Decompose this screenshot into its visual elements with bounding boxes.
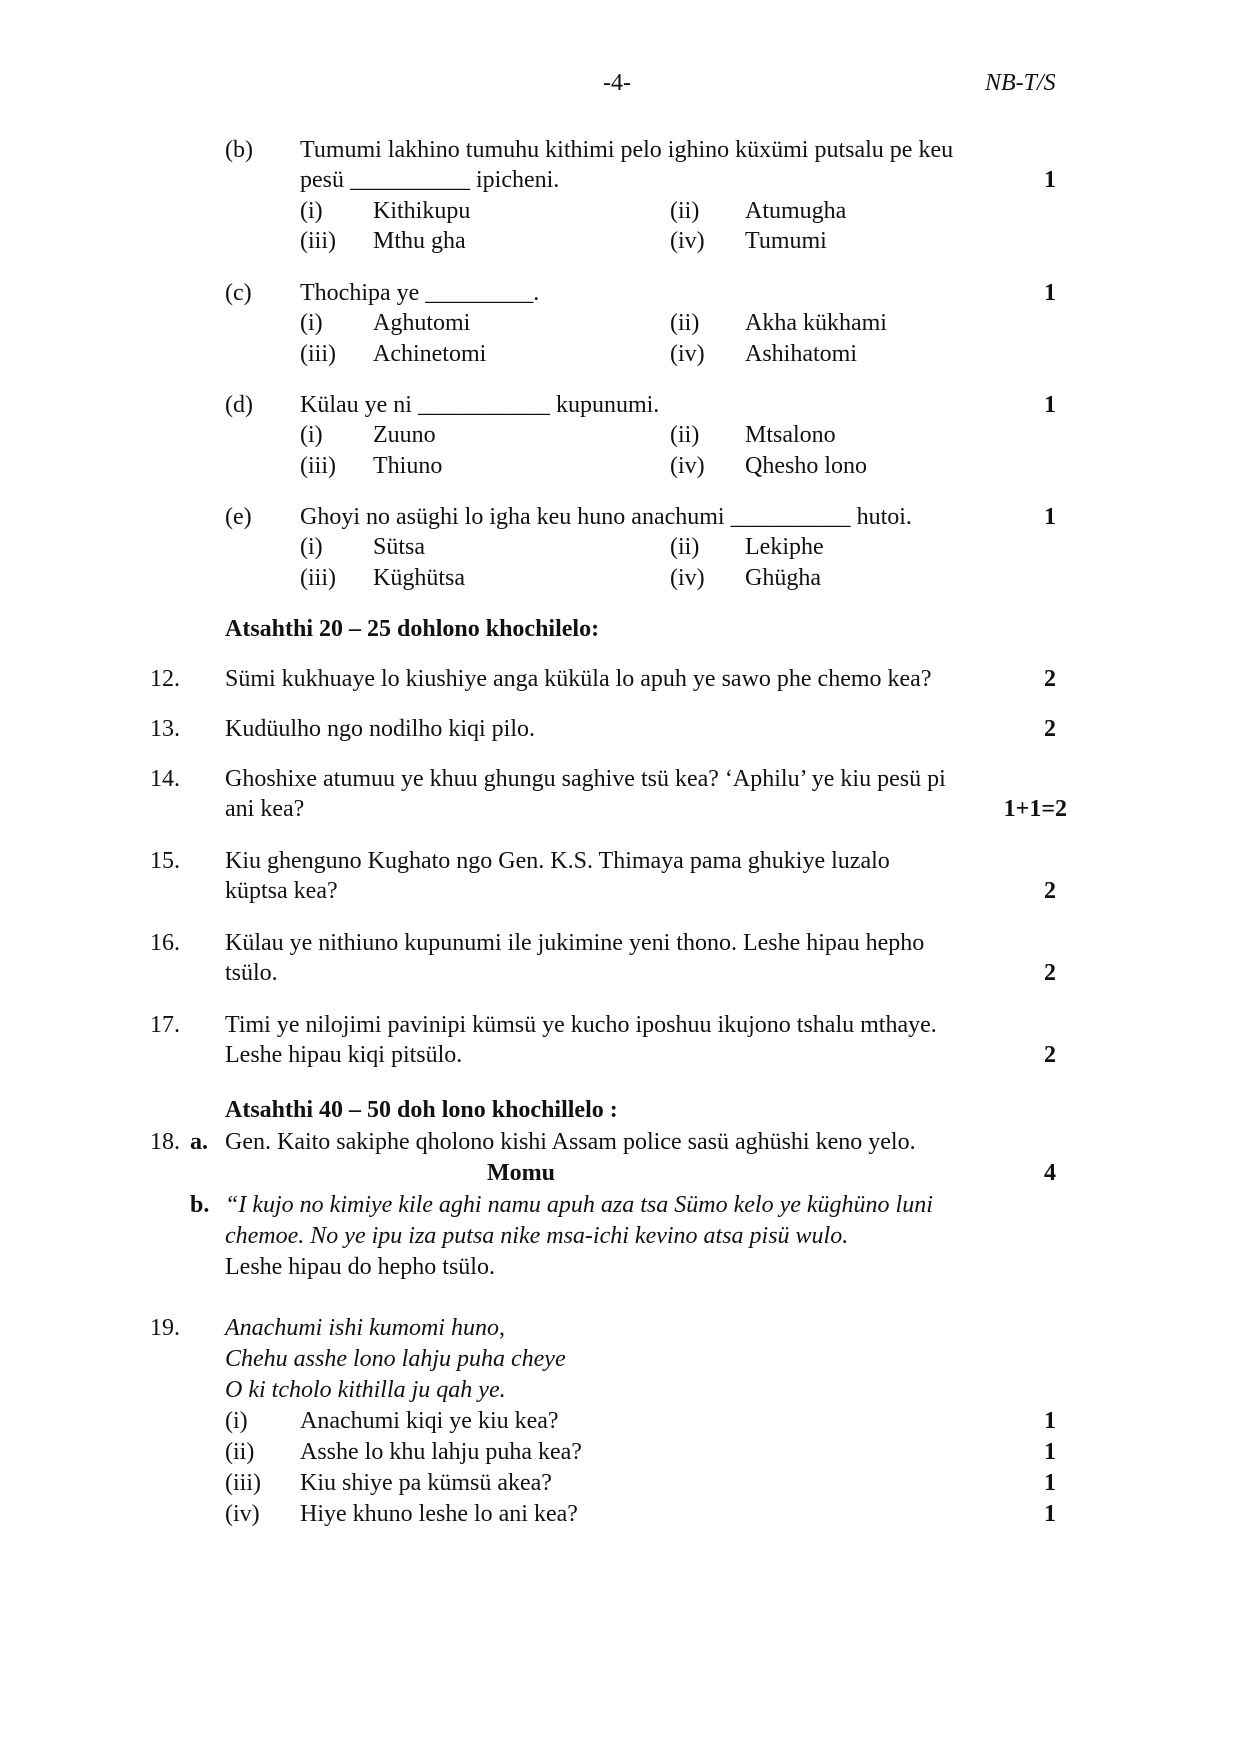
sub-question-text: Asshe lo khu lahju puha kea?: [300, 1439, 582, 1465]
marks: 1: [1044, 392, 1056, 418]
option-text: Achinetomi: [373, 341, 487, 367]
option-text: Küghütsa: [373, 565, 465, 591]
marks: 1: [1044, 280, 1056, 306]
quote-line: chemoe. No ye ipu iza putsa nike msa-ichi kevino atsa pisü wulo.: [225, 1223, 849, 1249]
option-text: Kithikupu: [373, 198, 471, 224]
marks: 1: [1044, 1470, 1056, 1496]
question-text: Leshe hipau kiqi pitsülo.: [225, 1042, 463, 1068]
sub-question-number: (iv): [225, 1501, 260, 1527]
marks: 2: [1044, 878, 1056, 904]
option-text: Aghutomi: [373, 310, 471, 336]
question-number: 16.: [150, 930, 180, 956]
marks: 1: [1044, 504, 1056, 530]
option-num: (ii): [670, 422, 700, 448]
question-text: Gen. Kaito sakiphe qholono kishi Assam police sasü aghüshi keno yelo.: [225, 1129, 916, 1155]
sub-question-text: Kiu shiye pa kümsü akea?: [300, 1470, 552, 1496]
poem-line: O ki tcholo kithilla ju qah ye.: [225, 1377, 506, 1403]
question-number: 15.: [150, 848, 180, 874]
marks: 2: [1044, 666, 1056, 692]
option-text: Lekiphe: [745, 534, 824, 560]
mcq-stem-line: Ghoyi no asüghi lo igha keu huno anachumi __________ hutoi.: [300, 504, 912, 530]
question-text: tsülo.: [225, 960, 278, 986]
sub-question-number: (i): [225, 1408, 248, 1434]
marks: 4: [1044, 1160, 1056, 1186]
poem-line: Anachumi ishi kumomi huno,: [225, 1315, 505, 1341]
question-text: küptsa kea?: [225, 878, 338, 904]
question-number: 18.: [150, 1129, 180, 1155]
marks: 1+1=2: [1003, 796, 1067, 822]
marks: 2: [1044, 960, 1056, 986]
question-text: Leshe hipau do hepho tsülo.: [225, 1254, 495, 1280]
mcq-stem-line: Thochipa ye _________.: [300, 280, 540, 306]
marks: 2: [1044, 716, 1056, 742]
mcq-stem-line: Tumumi lakhino tumuhu kithimi pelo ighino küxümi putsalu pe keu: [300, 137, 954, 163]
option-num: (iii): [300, 453, 336, 479]
option-text: Ghügha: [745, 565, 821, 591]
marks: 1: [1044, 167, 1056, 193]
poem-line: Chehu asshe lono lahju puha cheye: [225, 1346, 566, 1372]
part-heading: Momu: [487, 1160, 555, 1186]
question-text: Timi ye nilojimi pavinipi kümsü ye kucho iposhuu ikujono tshalu mthaye.: [225, 1012, 937, 1038]
question-number: 17.: [150, 1012, 180, 1038]
sub-question-text: Anachumi kiqi ye kiu kea?: [300, 1408, 559, 1434]
option-text: Thiuno: [373, 453, 443, 479]
option-num: (iv): [670, 341, 705, 367]
question-text: ani kea?: [225, 796, 305, 822]
marks: 1: [1044, 1408, 1056, 1434]
option-text: Mthu gha: [373, 228, 466, 254]
option-num: (iii): [300, 341, 336, 367]
option-num: (ii): [670, 198, 700, 224]
mcq-label: (e): [225, 504, 252, 530]
question-number: 13.: [150, 716, 180, 742]
option-text: Sütsa: [373, 534, 426, 560]
question-text: Külau ye nithiuno kupunumi ile jukimine yeni thono. Leshe hipau hepho: [225, 930, 925, 956]
option-num: (ii): [670, 310, 700, 336]
paper-code: NB-T/S: [985, 70, 1056, 96]
option-num: (iv): [670, 228, 705, 254]
mcq-stem-line: pesü __________ ipicheni.: [300, 167, 560, 193]
section-heading-long: Atsahthi 40 – 50 doh lono khochillelo :: [225, 1097, 618, 1123]
question-text: Kudüulho ngo nodilho kiqi pilo.: [225, 716, 536, 742]
option-num: (i): [300, 310, 323, 336]
question-number: 14.: [150, 766, 180, 792]
mcq-label: (c): [225, 280, 252, 306]
option-num: (iv): [670, 453, 705, 479]
option-text: Mtsalono: [745, 422, 836, 448]
option-text: Ashihatomi: [745, 341, 857, 367]
question-text: Ghoshixe atumuu ye khuu ghungu saghive tsü kea? ‘Aphilu’ ye kiu pesü pi: [225, 766, 946, 792]
option-num: (ii): [670, 534, 700, 560]
option-text: Qhesho lono: [745, 453, 867, 479]
question-text: Kiu ghenguno Kughato ngo Gen. K.S. Thimaya pama ghukiye luzalo: [225, 848, 890, 874]
part-label: b.: [190, 1192, 210, 1218]
option-num: (iv): [670, 565, 705, 591]
option-text: Tumumi: [745, 228, 827, 254]
section-heading-short: Atsahthi 20 – 25 dohlono khochilelo:: [225, 616, 600, 642]
option-num: (i): [300, 534, 323, 560]
mcq-label: (b): [225, 137, 253, 163]
option-num: (iii): [300, 565, 336, 591]
option-text: Zuuno: [373, 422, 436, 448]
page-number: -4-: [603, 70, 631, 96]
quote-line: “I kujo no kimiye kile aghi namu apuh aza tsa Sümo kelo ye küghüno luni: [225, 1192, 933, 1218]
option-text: Atumugha: [745, 198, 847, 224]
marks: 1: [1044, 1501, 1056, 1527]
sub-question-number: (iii): [225, 1470, 261, 1496]
question-number: 12.: [150, 666, 180, 692]
option-num: (i): [300, 422, 323, 448]
question-number: 19.: [150, 1315, 180, 1341]
mcq-label: (d): [225, 392, 253, 418]
option-num: (iii): [300, 228, 336, 254]
question-text: Sümi kukhuaye lo kiushiye anga küküla lo apuh ye sawo phe chemo kea?: [225, 666, 932, 692]
part-label: a.: [190, 1129, 208, 1155]
option-text: Akha kükhami: [745, 310, 887, 336]
option-num: (i): [300, 198, 323, 224]
mcq-stem-line: Külau ye ni ___________ kupunumi.: [300, 392, 660, 418]
marks: 2: [1044, 1042, 1056, 1068]
sub-question-number: (ii): [225, 1439, 255, 1465]
marks: 1: [1044, 1439, 1056, 1465]
sub-question-text: Hiye khuno leshe lo ani kea?: [300, 1501, 578, 1527]
